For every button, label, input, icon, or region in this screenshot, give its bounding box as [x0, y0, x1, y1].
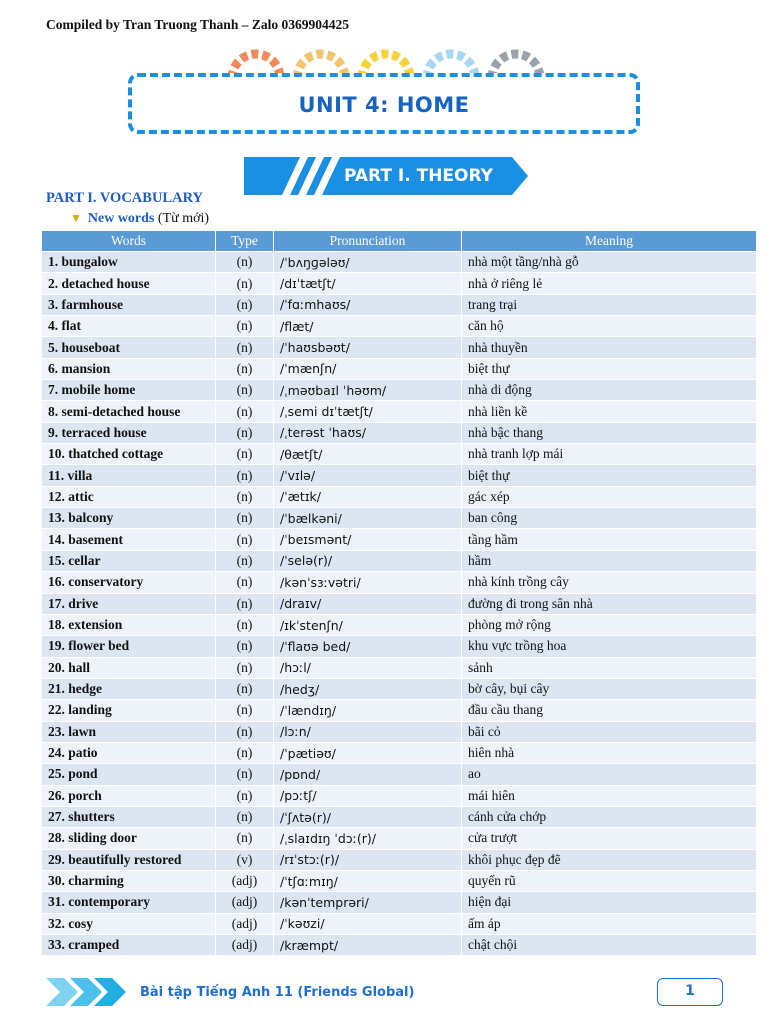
word-cell: 12. attic — [42, 486, 216, 507]
word-cell: 22. landing — [42, 700, 216, 721]
pronunciation-cell: /pɒnd/ — [274, 764, 462, 785]
pronunciation-cell: /pɔːtʃ/ — [274, 785, 462, 806]
word-cell: 24. patio — [42, 742, 216, 763]
table-row — [42, 572, 757, 593]
pronunciation-cell: /θætʃt/ — [274, 444, 462, 465]
page-number: 1 — [657, 978, 723, 1006]
meaning-cell: nhà thuyền — [462, 337, 757, 358]
type-cell: (n) — [216, 785, 274, 806]
type-cell: (n) — [216, 636, 274, 657]
table-row — [42, 806, 757, 827]
table-row — [42, 252, 757, 273]
type-cell: (adj) — [216, 913, 274, 934]
pronunciation-cell: /ˈvɪlə/ — [274, 465, 462, 486]
pronunciation-cell: /dɪˈtætʃt/ — [274, 273, 462, 294]
table-row — [42, 380, 757, 401]
meaning-cell: hiện đại — [462, 892, 757, 913]
word-cell: 13. balcony — [42, 508, 216, 529]
table-row — [42, 401, 757, 422]
type-cell: (n) — [216, 828, 274, 849]
type-cell: (adj) — [216, 892, 274, 913]
meaning-cell: biệt thự — [462, 358, 757, 379]
meaning-cell: quyến rũ — [462, 870, 757, 891]
part-theory-banner — [244, 157, 528, 195]
type-cell: (n) — [216, 764, 274, 785]
pronunciation-cell: /ˌməʊbaɪl ˈhəʊm/ — [274, 380, 462, 401]
table-row — [42, 913, 757, 934]
vocabulary-table-body — [42, 252, 757, 956]
type-cell: (n) — [216, 337, 274, 358]
table-row — [42, 337, 757, 358]
meaning-cell: chật chội — [462, 935, 757, 956]
type-cell: (n) — [216, 380, 274, 401]
meaning-cell: khôi phục đẹp đẽ — [462, 849, 757, 870]
compiled-by-line: Compiled by Tran Truong Thanh – Zalo 0369904425 — [46, 17, 349, 32]
meaning-cell: đường đi trong sân nhà — [462, 593, 757, 614]
footer-book-title: Bài tập Tiếng Anh 11 (Friends Global) — [140, 985, 415, 1000]
meaning-cell: gác xép — [462, 486, 757, 507]
pronunciation-cell: /ɪkˈstenʃn/ — [274, 614, 462, 635]
pronunciation-cell: /ˈbælkəni/ — [274, 508, 462, 529]
part-theory-label: PART I. THEORY — [344, 166, 493, 186]
table-row — [42, 294, 757, 315]
table-row — [42, 358, 757, 379]
pronunciation-cell: /ˈhaʊsbəʊt/ — [274, 337, 462, 358]
table-row — [42, 700, 757, 721]
meaning-cell: nhà liền kề — [462, 401, 757, 422]
type-cell: (n) — [216, 657, 274, 678]
word-cell: 16. conservatory — [42, 572, 216, 593]
table-header-row — [42, 231, 757, 252]
pronunciation-cell: /ˈætɪk/ — [274, 486, 462, 507]
type-cell: (n) — [216, 358, 274, 379]
table-row — [42, 465, 757, 486]
meaning-cell: nhà bậc thang — [462, 422, 757, 443]
table-row — [42, 486, 757, 507]
word-cell: 7. mobile home — [42, 380, 216, 401]
meaning-cell: cánh cửa chớp — [462, 806, 757, 827]
type-cell: (n) — [216, 529, 274, 550]
word-cell: 23. lawn — [42, 721, 216, 742]
word-cell: 21. hedge — [42, 678, 216, 699]
pronunciation-cell: /kræmpt/ — [274, 935, 462, 956]
meaning-cell: cửa trượt — [462, 828, 757, 849]
header-pronunciation: Pronunciation — [274, 231, 462, 252]
type-cell: (n) — [216, 294, 274, 315]
pronunciation-cell: /kənˈsɜːvətri/ — [274, 572, 462, 593]
pronunciation-cell: /ˈfɑːmhaʊs/ — [274, 294, 462, 315]
type-cell: (n) — [216, 273, 274, 294]
word-cell: 19. flower bed — [42, 636, 216, 657]
meaning-cell: sảnh — [462, 657, 757, 678]
pronunciation-cell: /lɔːn/ — [274, 721, 462, 742]
table-row — [42, 593, 757, 614]
header-type: Type — [216, 231, 274, 252]
word-cell: 27. shutters — [42, 806, 216, 827]
type-cell: (adj) — [216, 870, 274, 891]
table-row — [42, 636, 757, 657]
table-row — [42, 316, 757, 337]
word-cell: 4. flat — [42, 316, 216, 337]
type-cell: (n) — [216, 550, 274, 571]
pronunciation-cell: /draɪv/ — [274, 593, 462, 614]
unit-title-box — [128, 73, 640, 134]
pronunciation-cell: /ˈlændɪŋ/ — [274, 700, 462, 721]
pronunciation-cell: /kənˈtemprəri/ — [274, 892, 462, 913]
word-cell: 33. cramped — [42, 935, 216, 956]
meaning-cell: nhà kính trồng cây — [462, 572, 757, 593]
type-cell: (adj) — [216, 935, 274, 956]
word-cell: 1. bungalow — [42, 252, 216, 273]
meaning-cell: mái hiên — [462, 785, 757, 806]
meaning-cell: ban công — [462, 508, 757, 529]
pronunciation-cell: /rɪˈstɔː(r)/ — [274, 849, 462, 870]
type-cell: (v) — [216, 849, 274, 870]
type-cell: (n) — [216, 700, 274, 721]
word-cell: 9. terraced house — [42, 422, 216, 443]
type-cell: (n) — [216, 486, 274, 507]
word-cell: 17. drive — [42, 593, 216, 614]
meaning-cell: đầu cầu thang — [462, 700, 757, 721]
meaning-cell: bờ cây, bụi cây — [462, 678, 757, 699]
pronunciation-cell: /ˈbeɪsmənt/ — [274, 529, 462, 550]
new-words-note: (Từ mới) — [157, 211, 210, 226]
type-cell: (n) — [216, 252, 274, 273]
word-cell: 2. detached house — [42, 273, 216, 294]
type-cell: (n) — [216, 742, 274, 763]
table-row — [42, 849, 757, 870]
type-cell: (n) — [216, 572, 274, 593]
header-meaning: Meaning — [462, 231, 757, 252]
word-cell: 8. semi-detached house — [42, 401, 216, 422]
meaning-cell: căn hộ — [462, 316, 757, 337]
header-words: Words — [42, 231, 216, 252]
pronunciation-cell: /flæt/ — [274, 316, 462, 337]
table-row — [42, 870, 757, 891]
pronunciation-cell: /ˈbʌŋɡələʊ/ — [274, 252, 462, 273]
table-row — [42, 614, 757, 635]
word-cell: 3. farmhouse — [42, 294, 216, 315]
table-row — [42, 764, 757, 785]
type-cell: (n) — [216, 422, 274, 443]
unit-title: UNIT 4: HOME — [298, 93, 470, 117]
pronunciation-cell: /ˈtʃɑːmɪŋ/ — [274, 870, 462, 891]
table-row — [42, 678, 757, 699]
meaning-cell: hiên nhà — [462, 742, 757, 763]
pronunciation-cell: /ˈkəʊzi/ — [274, 913, 462, 934]
type-cell: (n) — [216, 806, 274, 827]
meaning-cell: ấm áp — [462, 913, 757, 934]
meaning-cell: nhà ở riêng lẻ — [462, 273, 757, 294]
word-cell: 15. cellar — [42, 550, 216, 571]
word-cell: 31. contemporary — [42, 892, 216, 913]
word-cell: 10. thatched cottage — [42, 444, 216, 465]
table-row — [42, 422, 757, 443]
table-row — [42, 935, 757, 956]
table-row — [42, 657, 757, 678]
meaning-cell: nhà một tầng/nhà gỗ — [462, 252, 757, 273]
type-cell: (n) — [216, 444, 274, 465]
word-cell: 20. hall — [42, 657, 216, 678]
pronunciation-cell: /ˈpætiəʊ/ — [274, 742, 462, 763]
section-title: PART I. VOCABULARY — [46, 190, 204, 206]
table-row — [42, 721, 757, 742]
pronunciation-cell: /ˈʃʌtə(r)/ — [274, 806, 462, 827]
table-row — [42, 444, 757, 465]
word-cell: 29. beautifully restored — [42, 849, 216, 870]
type-cell: (n) — [216, 593, 274, 614]
table-row — [42, 508, 757, 529]
meaning-cell: biệt thự — [462, 465, 757, 486]
table-row — [42, 828, 757, 849]
pronunciation-cell: /hɔːl/ — [274, 657, 462, 678]
meaning-cell: bãi cỏ — [462, 721, 757, 742]
chevron-arrows-icon — [46, 978, 132, 1006]
vocabulary-table — [41, 230, 757, 956]
word-cell: 18. extension — [42, 614, 216, 635]
type-cell: (n) — [216, 721, 274, 742]
word-cell: 30. charming — [42, 870, 216, 891]
word-cell: 28. sliding door — [42, 828, 216, 849]
table-row — [42, 529, 757, 550]
meaning-cell: khu vực trồng hoa — [462, 636, 757, 657]
meaning-cell: tầng hầm — [462, 529, 757, 550]
table-row — [42, 550, 757, 571]
type-cell: (n) — [216, 465, 274, 486]
type-cell: (n) — [216, 401, 274, 422]
meaning-cell: nhà di động — [462, 380, 757, 401]
new-words-subtitle — [70, 211, 209, 227]
new-words-label: New words — [87, 211, 155, 226]
pronunciation-cell: /ˈflaʊə bed/ — [274, 636, 462, 657]
table-row — [42, 892, 757, 913]
table-row — [42, 742, 757, 763]
meaning-cell: phòng mở rộng — [462, 614, 757, 635]
pronunciation-cell: /ˌslaɪdɪŋ ˈdɔː(r)/ — [274, 828, 462, 849]
table-row — [42, 273, 757, 294]
meaning-cell: nhà tranh lợp mái — [462, 444, 757, 465]
pronunciation-cell: /ˈselə(r)/ — [274, 550, 462, 571]
word-cell: 5. houseboat — [42, 337, 216, 358]
pronunciation-cell: /hedʒ/ — [274, 678, 462, 699]
type-cell: (n) — [216, 316, 274, 337]
meaning-cell: ao — [462, 764, 757, 785]
pronunciation-cell: /ˈmænʃn/ — [274, 358, 462, 379]
meaning-cell: trang trại — [462, 294, 757, 315]
word-cell: 25. pond — [42, 764, 216, 785]
pronunciation-cell: /ˌterəst ˈhaʊs/ — [274, 422, 462, 443]
meaning-cell: hầm — [462, 550, 757, 571]
word-cell: 26. porch — [42, 785, 216, 806]
pronunciation-cell: /ˌsemi dɪˈtætʃt/ — [274, 401, 462, 422]
type-cell: (n) — [216, 614, 274, 635]
type-cell: (n) — [216, 678, 274, 699]
type-cell: (n) — [216, 508, 274, 529]
word-cell: 6. mansion — [42, 358, 216, 379]
word-cell: 14. basement — [42, 529, 216, 550]
word-cell: 32. cosy — [42, 913, 216, 934]
word-cell: 11. villa — [42, 465, 216, 486]
table-row — [42, 785, 757, 806]
bullet-arrow-icon: ▼ — [70, 211, 82, 225]
